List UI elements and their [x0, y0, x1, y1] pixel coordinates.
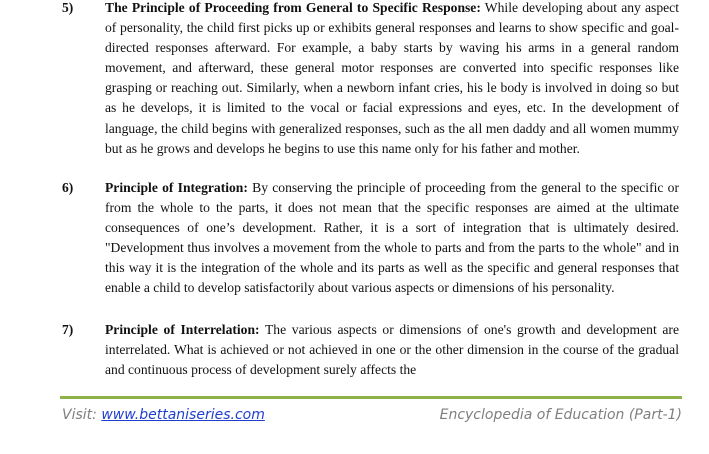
item-body: While developing about any aspect of personality, the child first picks up or exhibits general responses and learns to show specific and goal-directed responses afterward. For example, a baby starts by waving his arms in a general random movement, and afterward, these general motor responses are converted into specific responses like grasping or reaching out. Similarly, when a newborn infant cries, his le body is involved in doing so but as he develops, it is limited to the vocal or facial expressions and eyes, etc. In the development of language, the child begins with generalized responses, such as the all men daddy and all women mummy but as he grows and develops he begins to use this name only for his father and mother. [105, 0, 679, 156]
item-body: By conserving the principle of proceeding from the general to the specific or from the whole to the parts, it does not mean that the specific responses are aimed at the ultimate consequences of one’s development. Rather, it is a sort of integration that is ultimately desired. "Development thus involves a movement from the whole to parts and from the parts to the whole" and in this way it is the integration of the whole and its parts as well as the specific and general responses that enable a child to develop satisfactorily about various aspects or dimensions of his personality. [105, 180, 679, 296]
footer-visit [62, 407, 265, 423]
item-heading: Principle of Integration: [105, 180, 248, 195]
page-footer [62, 407, 682, 429]
footer-visit-label: Visit: [62, 407, 102, 423]
website-link[interactable]: www.bettaniseries.com [101, 407, 265, 423]
item-body: The various aspects or dimensions of one's growth and development are interrelated. What is achieved or not achieved in one or the other dimension in the course of the gradual and continuous process of development surely affects the [105, 322, 679, 378]
item-heading: The Principle of Proceeding from General to Specific Response: [105, 0, 481, 15]
item-number: 5) [62, 0, 74, 15]
item-paragraph [105, 178, 679, 299]
item-number: 6) [62, 180, 74, 195]
item-heading: Principle of Interrelation: [105, 322, 260, 337]
footer-book-title: Encyclopedia of Education (Part-1) [439, 407, 682, 423]
footer-divider [60, 396, 682, 399]
item-paragraph [105, 320, 679, 380]
item-number: 7) [62, 322, 74, 337]
item-paragraph [105, 0, 679, 159]
